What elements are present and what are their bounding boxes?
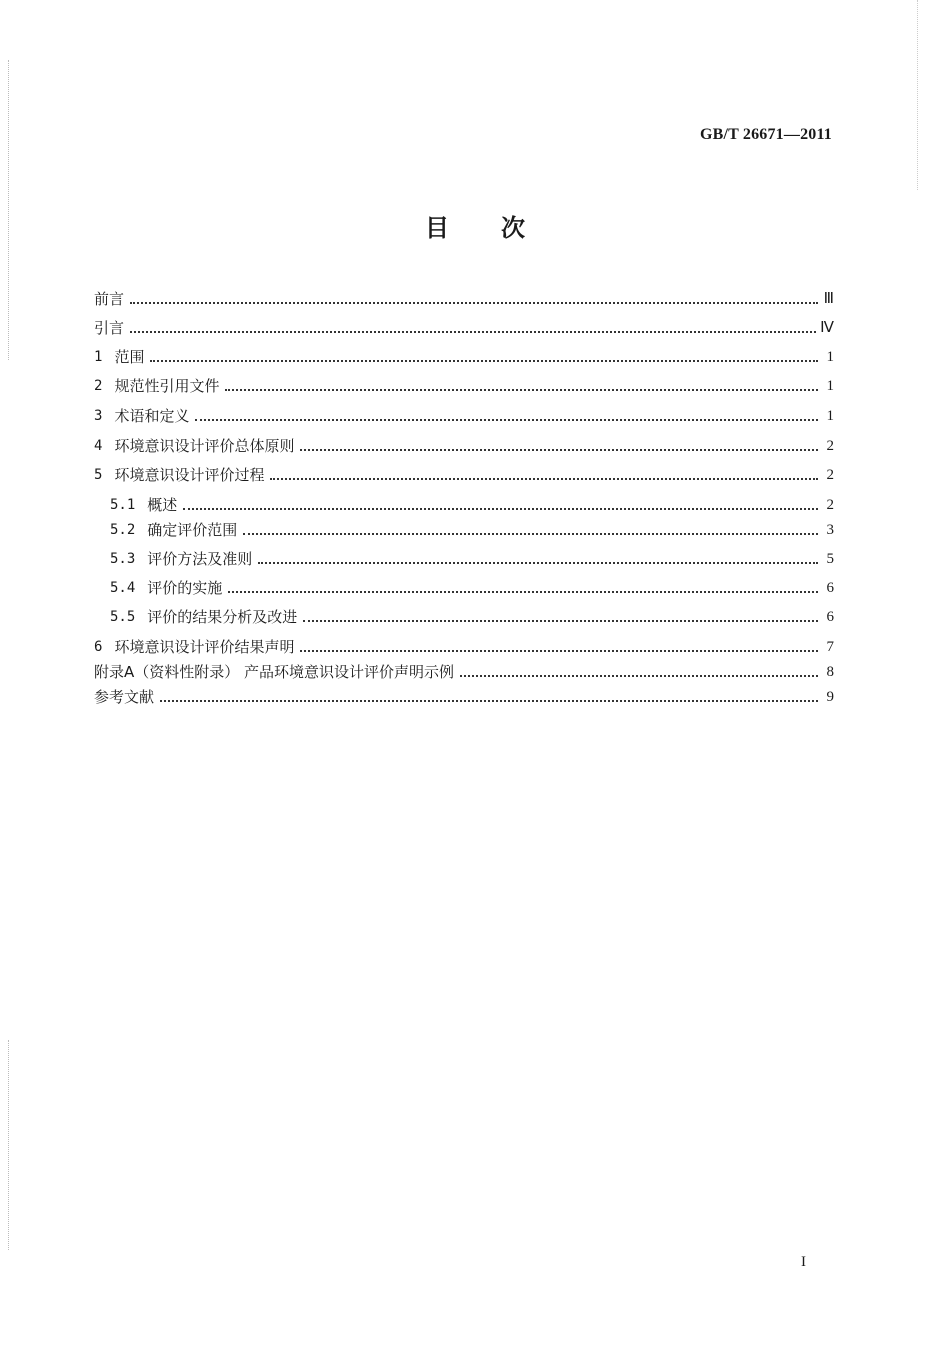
toc-entry-label: 环境意识设计评价过程 — [114, 466, 265, 484]
toc-entry-4[interactable] — [94, 435, 834, 457]
toc-entry-page: 1 — [826, 408, 834, 424]
standard-number: GB/T 26671—2011 — [699, 126, 832, 143]
toc-entry-page: 6 — [826, 580, 834, 596]
toc-entry-label: 确定评价范围 — [147, 521, 238, 539]
toc-entry-page: Ⅳ — [820, 320, 834, 336]
toc-entry-number: 3 — [94, 408, 103, 424]
dot-leader — [183, 508, 818, 510]
toc-entry-number: 2 — [94, 378, 103, 394]
toc-entry-2[interactable] — [94, 375, 834, 397]
toc-entry-page: 2 — [826, 438, 834, 454]
toc-entry-page: 2 — [826, 467, 834, 483]
toc-entry-6[interactable] — [94, 636, 834, 658]
dot-leader — [270, 478, 818, 480]
toc-entry-page: 9 — [826, 689, 834, 705]
dot-leader — [225, 389, 818, 391]
toc-entry-page: Ⅲ — [823, 291, 834, 307]
toc-entry-page: 8 — [826, 664, 834, 680]
toc-entry-label: 评价的结果分析及改进 — [147, 608, 298, 626]
toc-entry-introduction[interactable] — [94, 317, 834, 339]
dot-leader — [228, 591, 818, 593]
toc-entry-page: 2 — [826, 497, 834, 513]
toc-entry-number: 4 — [94, 438, 103, 454]
toc-entry-5-3[interactable] — [110, 548, 834, 570]
dot-leader — [195, 419, 818, 421]
toc-entry-number: 5.1 — [110, 497, 136, 513]
toc-entry-label: 评价的实施 — [147, 579, 223, 597]
toc-entry-number: 5.3 — [110, 551, 136, 567]
toc-entry-number: 5 — [94, 467, 103, 483]
toc-entry-page: 3 — [826, 522, 834, 538]
toc-entry-label: 术语和定义 — [114, 407, 190, 425]
toc-entry-page: 6 — [826, 609, 834, 625]
dot-leader — [130, 331, 816, 333]
dot-leader — [300, 449, 818, 451]
toc-entry-label: 规范性引用文件 — [114, 377, 220, 395]
toc-entry-label: 环境意识设计评价总体原则 — [114, 437, 295, 455]
toc-entry-1[interactable] — [94, 346, 834, 368]
toc-entry-page: 7 — [826, 639, 834, 655]
dot-leader — [150, 360, 818, 362]
toc-entry-label: 环境意识设计评价结果声明 — [114, 638, 295, 656]
page-number: I — [801, 1254, 806, 1270]
toc-entry-number: 5.2 — [110, 522, 136, 538]
toc-entry-label: 参考文献 — [94, 688, 155, 706]
toc-entry-page: 5 — [826, 551, 834, 567]
toc-entry-bibliography[interactable] — [94, 686, 834, 708]
dot-leader — [243, 533, 818, 535]
dot-leader — [300, 650, 818, 652]
dot-leader — [460, 675, 818, 677]
toc-entry-label: 前言 — [94, 290, 125, 308]
dot-leader — [303, 620, 818, 622]
toc-entry-label: 评价方法及准则 — [147, 550, 253, 568]
toc-entry-number: 5.5 — [110, 609, 136, 625]
toc-entry-number: 5.4 — [110, 580, 136, 596]
toc-entry-5-1[interactable] — [110, 494, 834, 516]
toc-entry-foreword[interactable] — [94, 288, 834, 310]
binding-edge-marks-lower — [8, 1040, 11, 1250]
toc-entry-number: 1 — [94, 349, 103, 365]
toc-entry-5[interactable] — [94, 464, 834, 486]
toc-entry-label: 范围 — [114, 348, 145, 366]
toc-entry-appendix-a[interactable] — [94, 661, 834, 683]
toc-entry-page: 1 — [826, 349, 834, 365]
toc-entry-label: 概述 — [147, 496, 178, 514]
toc-entry-5-5[interactable] — [110, 606, 834, 628]
dot-leader — [258, 562, 818, 564]
page-title: 目次 — [425, 214, 577, 242]
toc-entry-label: 附录A（资料性附录） 产品环境意识设计评价声明示例 — [94, 663, 455, 681]
toc-entry-number: 6 — [94, 639, 103, 655]
binding-edge-marks-right — [917, 0, 920, 190]
toc-entry-page: 1 — [826, 378, 834, 394]
toc-entry-label: 引言 — [94, 319, 125, 337]
dot-leader — [160, 700, 818, 702]
toc-entry-5-2[interactable] — [110, 519, 834, 541]
toc-entry-3[interactable] — [94, 405, 834, 427]
dot-leader — [130, 302, 818, 304]
toc-entry-5-4[interactable] — [110, 577, 834, 599]
